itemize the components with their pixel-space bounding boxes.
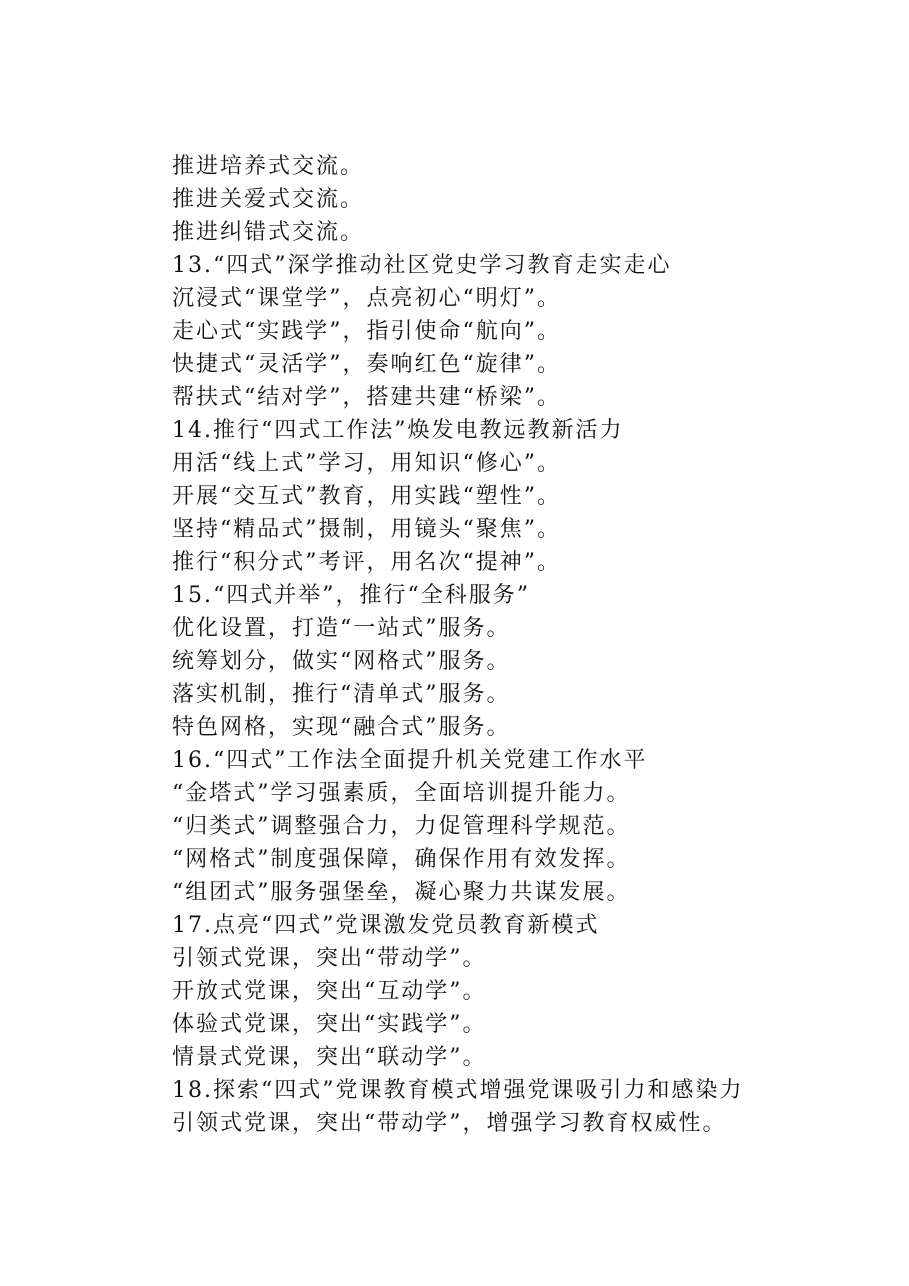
list-item: “网格式”制度强保障，确保作用有效发挥。 <box>172 847 631 872</box>
section-heading-15: 15.“四式并举”，推行“全科服务” <box>172 583 530 608</box>
list-item: 沉浸式“课堂学”，点亮初心“明灯”。 <box>172 286 561 311</box>
list-item: 情景式党课，突出“联动学”。 <box>172 1045 487 1070</box>
list-item: 推行“积分式”考评，用名次“提神”。 <box>172 550 561 575</box>
list-item: 坚持“精品式”摄制，用镜头“聚焦”。 <box>172 517 561 542</box>
list-item: “金塔式”学习强素质，全面培训提升能力。 <box>172 781 631 806</box>
list-item: “组团式”服务强堡垒，凝心聚力共谋发展。 <box>172 880 631 905</box>
list-item: 优化设置，打造“一站式”服务。 <box>172 616 511 641</box>
list-item: 快捷式“灵活学”，奏响红色“旋律”。 <box>172 352 561 377</box>
list-item: 开展“交互式”教育，用实践“塑性”。 <box>172 484 561 509</box>
list-item: 统筹划分，做实“网格式”服务。 <box>172 649 511 674</box>
list-item: 引领式党课，突出“带动学”。 <box>172 946 487 971</box>
list-item: 帮扶式“结对学”，搭建共建“桥梁”。 <box>172 385 561 410</box>
list-item: 推进纠错式交流。 <box>172 220 365 245</box>
list-item: 走心式“实践学”，指引使命“航向”。 <box>172 319 561 344</box>
list-item: 用活“线上式”学习，用知识“修心”。 <box>172 451 561 476</box>
list-item: “归类式”调整强合力，力促管理科学规范。 <box>172 814 631 839</box>
section-heading-18: 18.探索“四式”党课教育模式增强党课吸引力和感染力 <box>172 1078 744 1103</box>
list-item: 特色网格，实现“融合式”服务。 <box>172 715 511 740</box>
list-item: 引领式党课，突出“带动学”，增强学习教育权威性。 <box>172 1111 727 1136</box>
section-heading-14: 14.推行“四式工作法”焕发电教远教新活力 <box>172 418 624 443</box>
list-item: 体验式党课，突出“实践学”。 <box>172 1012 487 1037</box>
section-heading-16: 16.“四式”工作法全面提升机关党建工作水平 <box>172 748 648 773</box>
section-heading-17: 17.点亮“四式”党课激发党员教育新模式 <box>172 913 600 938</box>
list-item: 推进培养式交流。 <box>172 154 365 179</box>
list-item: 开放式党课，突出“互动学”。 <box>172 979 487 1004</box>
list-item: 落实机制，推行“清单式”服务。 <box>172 682 511 707</box>
section-heading-13: 13.“四式”深学推动社区党史学习教育走实走心 <box>172 253 672 278</box>
list-item: 推进关爱式交流。 <box>172 187 365 212</box>
document-body <box>172 150 872 1140</box>
